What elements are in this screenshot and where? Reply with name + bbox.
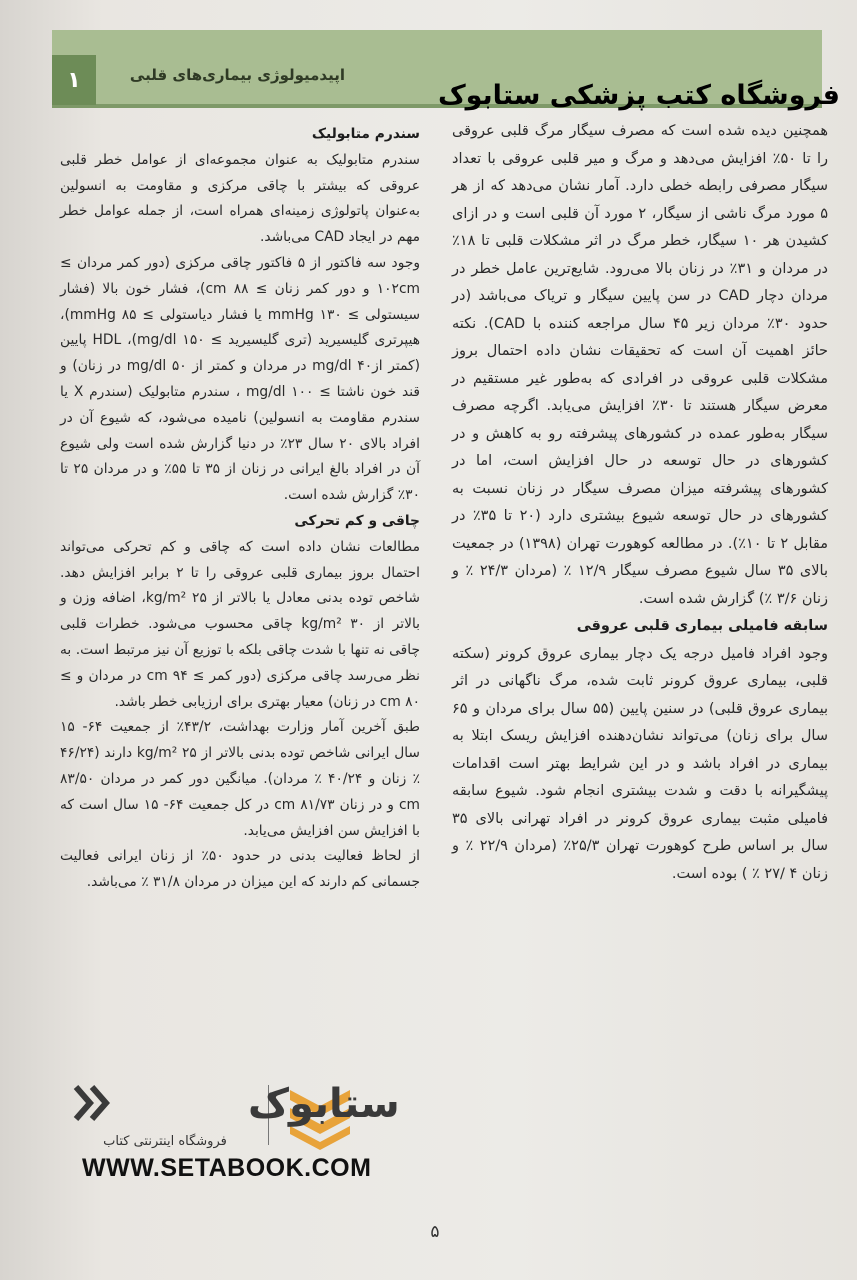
heading-metabolic-syndrome: سندرم متابولیک <box>311 126 420 142</box>
store-title-overlay: فروشگاه کتب پزشکی ستابوک <box>437 80 840 111</box>
chapter-title: اپیدمیولوژی بیماری‌های قلبی <box>129 66 345 84</box>
watermark-subtitle: فروشگاه اینترنتی کتاب <box>103 1134 227 1149</box>
paragraph-metabolic-intro: سندرم متابولیک به عنوان مجموعه‌ای از عوامل خطر قلبی عروقی که بیشتر با چاقی مرکزی و مقاومت به انسولین به‌عنوان پاتولوژی زمینه‌ای همراه است، از جمله عوامل خطر مهم در ایجاد CAD می‌باشد. <box>60 151 420 246</box>
heading-obesity: چاقی و کم تحرکی <box>294 512 420 529</box>
right-text-column <box>452 118 828 888</box>
page-number: ۵ <box>430 1222 440 1242</box>
left-text-column <box>60 122 420 896</box>
svg-text:ستابوک: ستابوک <box>248 1081 400 1127</box>
paragraph-family-history: وجود افراد فامیل درجه یک دچار بیماری عروق کرونر (سکته قلبی، بیماری عروق کرونر ثابت شده، مرگ ناگهانی در اثر بیماری عروق قلبی) در سنین پایین (۵۵ سال برای مردان و ۶۵ سال برای زنان) می‌تواند نشان‌دهنده افزایش ریسک ابتلا به بیماری در افراد باشد و در این شرایط بهتر است اقدامات پیشگیرانه با دقت و شدت بیشتری انجام شود. شیوع سابقه فامیلی مثبت بیماری عروق کرونر در افراد تهرانی بالای ۳۵ سال بر اساس طرح کوهورت تهران ۲۵/۳٪ (مردان ۲۲/۹ ٪ و زنان ۴ /۲۷ ٪ ) بوده است. <box>452 645 829 882</box>
paragraph-smoking: همچنین دیده شده است که مصرف سیگار مرگ قلبی عروقی را تا ۵۰٪ افزایش می‌دهد و مرگ و میر قلبی عروقی با تعداد سیگار مصرفی رابطه خطی دارد. آمار نشان می‌دهد که از هر ۵ مورد مرگ ناشی از سیگار، ۲ مورد آن قلبی است و در ازای کشیدن هر ۱۰ سیگار، خطر مرگ در اثر مشکلات قلبی تا ۱۸٪ در مردان و ۳۱٪ در زنان بالا می‌رود. شایع‌ترین عامل خطر در مردان دچار CAD در سن پایین سیگار و تریاک می‌باشد (در حدود ۳۰٪ مردان زیر ۴۵ سال مراجعه کننده با CAD). نکته حائز اهمیت آن است که تحقیقات نشان داده احتمال بروز مشکلات قلبی عروقی در افرادی که به‌طور غیر مستقیم در معرض سیگار هستند تا ۳۰٪ افزایش می‌یابد. اگرچه مصرف سیگار به‌طور عمده در کشورهای پیشرفته رو به کاهش و در کشورهای در حال توسعه در حال افزایش است، اما در کشورهای پیشرفته میزان مصرف سیگار در زنان نسبت به کشورهای در حال توسعه شیوع بیشتری دارد (۲۰ تا ۳۵٪ در مقابل ۲ تا ۱۰٪). در مطالعه کوهورت تهران (۱۳۹۸) در جمعیت بالای ۳۵ سال شیوع مصرف سیگار ۱۲/۹ ٪ (مردان ۲۴/۳ ٪ و زنان ۳/۶ ٪) گزارش شده است. <box>452 123 829 607</box>
paragraph-physical-activity: از لحاظ فعالیت بدنی در حدود ۵۰٪ از زنان ایرانی فعالیت جسمانی کم دارند که این میزان در مردان ۳۱/۸ ٪ می‌باشد. <box>60 848 420 891</box>
paragraph-obesity: مطالعات نشان داده است که چاقی و کم تحرکی می‌تواند احتمال بروز بیماری قلبی عروقی را تا ۲ برابر افزایش دهد. شاخص توده بدنی معادل یا بالاتر از ۲۵ kg/m²، اضافه وزن و بالاتر از ۳۰ kg/m² چاقی محسوب می‌شود. خطرات قلبی چاقی نه تنها با شدت چاقی بلکه با توزیع آن نیز مرتبط است. به نظر می‌رسد چاقی مرکزی (دور کمر ≥ ۹۴ cm در مردان و ≥ ۸۰ cm در زنان) معیار بهتری برای ارزیابی خطر باشد. <box>60 538 420 710</box>
chapter-number: ۱ <box>52 55 96 105</box>
paragraph-metabolic-criteria: وجود سه فاکتور از ۵ فاکتور چاقی مرکزی (دور کمر مردان ≥ ۱۰۲cm و دور کمر زنان ≥ ۸۸ cm)، فشار خون بالا (فشار سیستولی ≥ ۱۳۰ mmHg یا فشار دیاستولی ≥ ۸۵ mmHg)، هیپرتری گلیسیرید (تری گلیسیرید ≥ ۱۵۰ mg/dl)، HDL پایین (کمتر از۴۰ mg/dl در مردان و کمتر از ۵۰ mg/dl در زنان) و قند خون ناشتا ≥ ۱۰۰ mg/dl ، سندرم متابولیک (سندرم X یا سندرم مقاومت به انسولین) نامیده می‌شود، که شیوع آن در افراد بالای ۲۰ سال ۲۳٪ در دنیا گزارش شده است ولی شیوع آن در افراد بالغ ایرانی در زنان از ۳۵ تا ۵۵٪ و در مردان ۲۵ تا ۳۰٪ گزارش شده است. <box>60 254 421 504</box>
heading-family-history: سابقه فامیلی بیماری قلبی عروقی <box>576 618 828 634</box>
setabook-wordmark <box>70 1075 400 1130</box>
paragraph-obesity-stats: طبق آخرین آمار وزارت بهداشت، ۴۳/۲٪ از جمعیت ۶۴- ۱۵ سال ایرانی شاخص توده بدنی بالاتر از ۲۵ kg/m² دارند (۴۶/۲۴ ٪ زنان و ۴۰/۲۴ ٪ مردان). میانگین دور کمر در مردان ۸۳/۵۰ cm و در زنان ۸۱/۷۳ cm در کل جمعیت ۶۴- ۱۵ سال است که با افزایش سن افزایش می‌یابد. <box>60 719 421 839</box>
website-url: WWW.SETABOOK.COM <box>82 1154 372 1182</box>
